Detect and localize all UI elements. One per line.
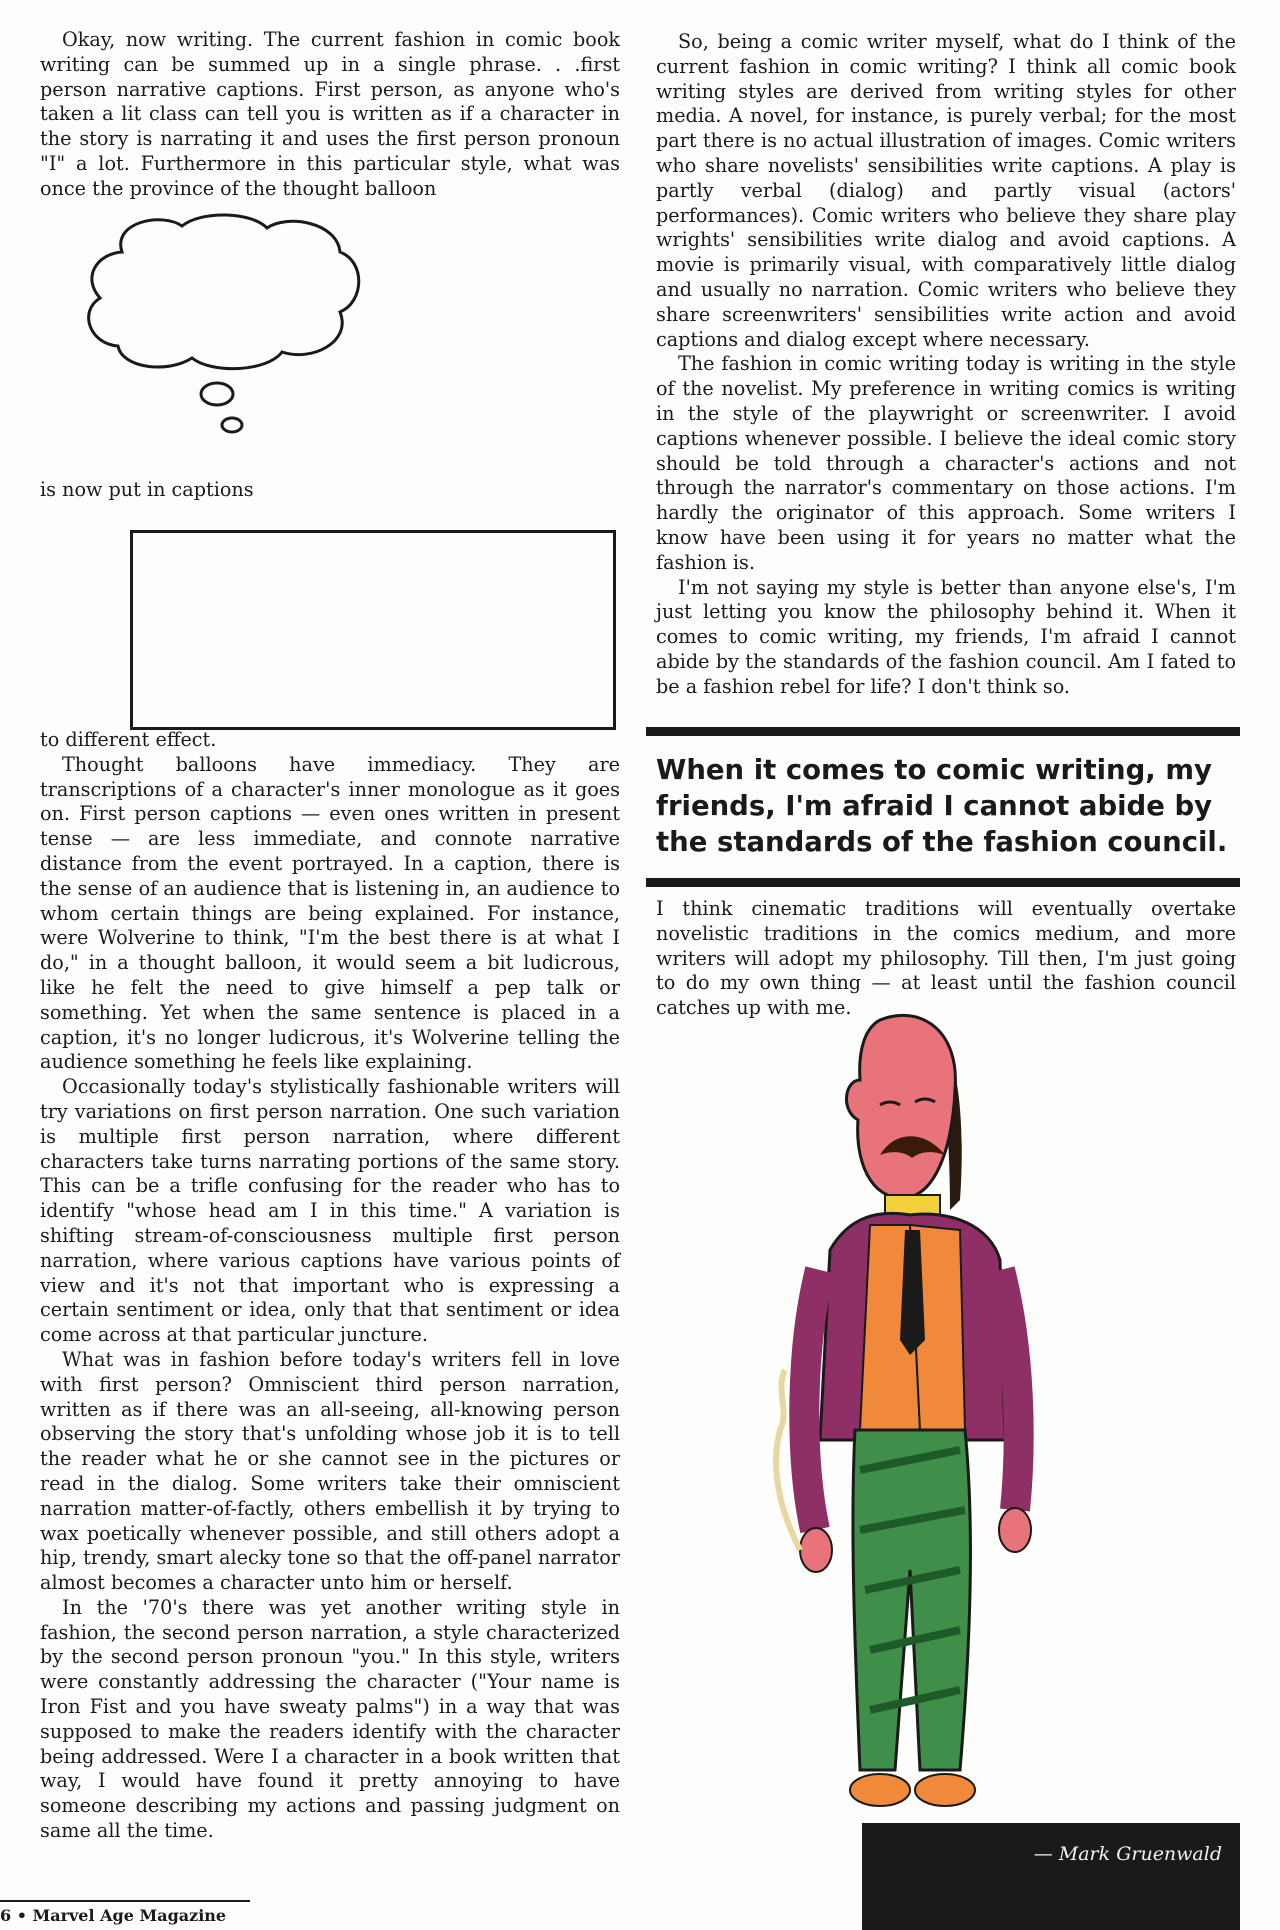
left-column-bottom: [40, 728, 620, 1844]
pull-quote: When it comes to comic writing, my friends, I'm afraid I cannot abide by the standards of the fashion council.: [656, 754, 1228, 858]
paragraph: So, being a comic writer myself, what do I think of the current fashion in comic writing? I think all comic book writing styles are derived from writing styles for other media. A novel, for instance, is purely verbal; for the most part there is no actual illustration of images. Comic writers who share novelists' sensibilities write captions. A play is partly verbal (dialog) and partly visual (actors' performances). Comic writers who believe they share play wrights' sensibilities write dialog and avoid captions. A movie is primarily visual, with comparatively little dialog and usually no narration. Comic writers who believe they share screenwriters' sensibilities write action and avoid captions and dialog except where necessary.: [656, 30, 1236, 351]
footer-rule: [0, 1900, 250, 1902]
paragraph: to different effect.: [40, 728, 217, 751]
thought-balloon-illustration: [82, 212, 367, 472]
paragraph: In the '70's there was yet another writing style in fashion, the second person narration, a style characterized by the second person pronoun "you." In this style, writers were constantly addressing the character ("Your name is Iron Fist and you have sweaty palms") in a way that was supposed to make the readers identify with the character being addressed. Were I a character in a book written that way, I would have found it pretty annoying to have someone describing my actions and passing judgment on same all the time.: [40, 1595, 620, 1843]
caption-box-illustration: [130, 530, 616, 730]
left-column-top: [40, 28, 620, 202]
caricature-illustration: [760, 1010, 1090, 1830]
author-credit: — Mark Gruenwald: [1033, 1843, 1222, 1865]
thought-balloon-icon: [82, 212, 367, 472]
pull-quote-rule-bottom: [646, 878, 1240, 887]
paragraph: Okay, now writing. The current fashion in comic book writing can be summed up in a single phrase. . .first person narrative captions. First person, as anyone who's taken a lit class can tell you is written as if a character in the story is narrating it and uses the first person pronoun "I" a lot. Furthermore in this particular style, what was once the province of the thought balloon: [40, 28, 620, 200]
right-column-bottom: [656, 897, 1236, 1021]
right-column-top: [656, 30, 1236, 700]
caricature-figure-icon: [760, 1010, 1090, 1830]
caption-label: is now put in captions: [40, 478, 254, 501]
paragraph: Thought balloons have immediacy. They are transcriptions of a character's inner monologue as it goes on. First person captions — even ones written in present tense — are less immediate, and connote narrative distance from the event portrayed. In a caption, there is the sense of an audience that is listening in, an audience to whom certain things are being explained. For instance, were Wolverine to think, "I'm the best there is at what I do," in a thought balloon, it would seem a bit ludicrous, like he felt the need to give himself a pep talk or something. Yet when the same sentence is placed in a caption, it's no longer ludicrous, it's Wolverine telling the audience something he feels like explaining.: [40, 752, 620, 1074]
credit-box: [862, 1823, 1240, 1930]
pull-quote-rule-top: [646, 727, 1240, 736]
page-footer: 6 • Marvel Age Magazine: [0, 1906, 227, 1925]
paragraph: What was in fashion before today's writers fell in love with first person? Omniscient third person narration, written as if there was an all-seeing, all-knowing person observing the story that's unfolding whose job it is to tell the reader what he or she cannot see in the pictures or read in the dialog. Some writers take their omniscient narration matter-of-factly, others embellish it by trying to wax poetically whenever possible, and still others adopt a hip, trendy, smart alecky tone so that the off-panel narrator almost becomes a character unto him or herself.: [40, 1347, 620, 1595]
paragraph: Occasionally today's stylistically fashionable writers will try variations on first person narration. One such variation is multiple first person narration, where different characters take turns narrating portions of the same story. This can be a trifle confusing for the reader who has to identify "whose head am I in this time." A variation is shifting stream-of-consciousness multiple first person narration, where various captions have various points of view and it's not that important who is expressing a certain sentiment or idea, only that that sentiment or idea come across at that particular juncture.: [40, 1075, 620, 1347]
paragraph: I think cinematic traditions will eventually overtake novelistic traditions in the comics medium, and more writers will adopt my philosophy. Till then, I'm just going to do my own thing — at least until the fashion council catches up with me.: [656, 897, 1236, 1020]
paragraph: I'm not saying my style is better than anyone else's, I'm just letting you know the philosophy behind it. When it comes to comic writing, my friends, I'm afraid I cannot abide by the standards of the fashion council. Am I fated to be a fashion rebel for life? I don't think so.: [656, 575, 1236, 698]
paragraph: The fashion in comic writing today is writing in the style of the novelist. My preference in writing comics is writing in the style of the playwright or screenwriter. I avoid captions whenever possible. I believe the ideal comic story should be told through a character's actions and not through the narrator's commentary on those actions. I'm hardly the originator of this approach. Some writers I know have been using it for years no matter what the fashion is.: [656, 352, 1236, 574]
